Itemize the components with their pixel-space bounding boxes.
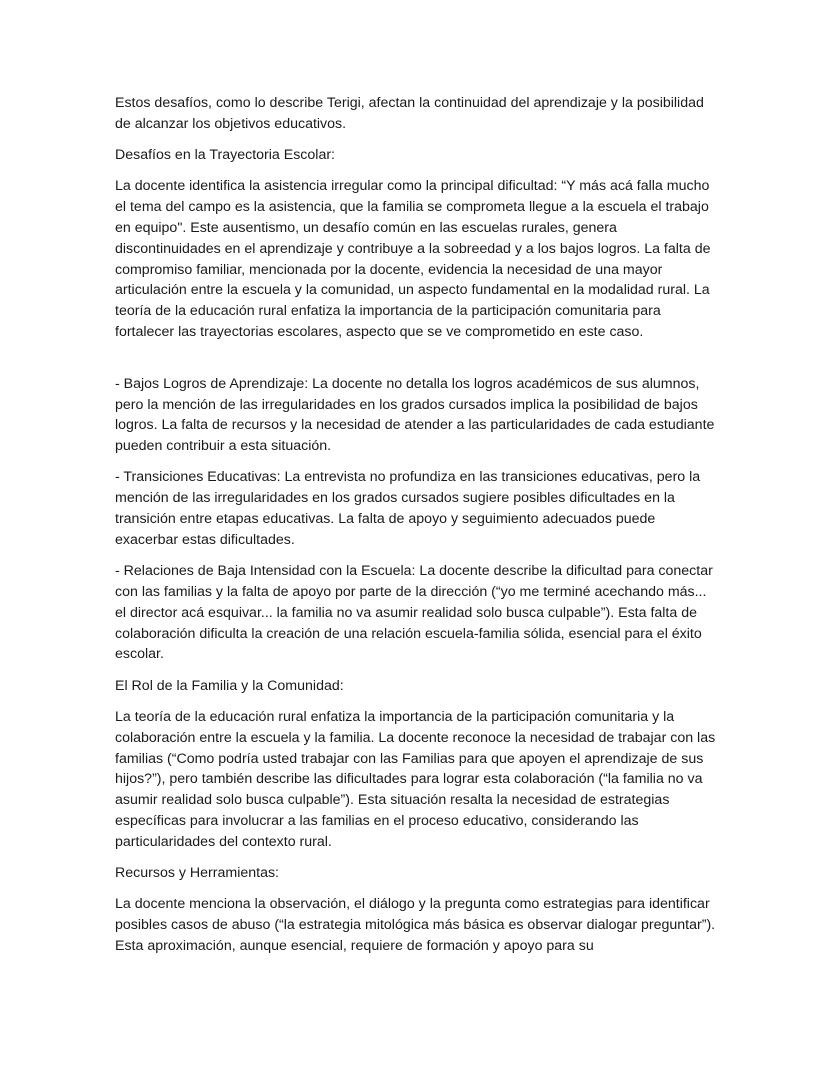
document-page bbox=[115, 93, 720, 967]
section-heading-trayectoria: Desafíos en la Trayectoria Escolar: bbox=[115, 147, 336, 164]
section-heading-recursos: Recursos y Herramientas: bbox=[115, 865, 279, 881]
familia-paragraph: La teoría de la educación rural enfatiza la importancia de la participación comunitaria y la colaboración entre la escuela y la familia. La docente reconoce la necesidad de trabajar con las familias (“Como podría usted trabajar con las Familias para que apoyen el aprendizaje de sus hijos?”), pero también describe las dificultades para lograr esta colaboración (“la familia no va asumir realidad solo busca culpable”). Esta situación resalta la necesidad de estrategias específicas para involucrar a las familias en el proceso educativo, considerando las particularidades del contexto rural. bbox=[115, 708, 716, 850]
bajos-logros-paragraph: - Bajos Logros de Aprendizaje: La docente no detalla los logros académicos de sus alumnos, pero la mención de las irregularidades en los grados cursados implica la posibilidad de bajos logros. La falta de recursos y la necesidad de atender a las particularidades de cada estudiante pueden contribuir a esta situación. bbox=[115, 375, 715, 455]
relaciones-paragraph: - Relaciones de Baja Intensidad con la Escuela: La docente describe la dificultad para conectar con las familias y la falta de apoyo por parte de la dirección (“yo me terminé acechando más... el director acá esquivar... la familia no va asumir realidad solo busca culpable”). Esta falta de colaboración dificulta la creación de una relación escuela-familia sólida, esencial para el éxito escolar. bbox=[115, 563, 713, 663]
transiciones-paragraph: - Transiciones Educativas: La entrevista no profundiza en las transiciones educativas, pero la mención de las irregularidades en los grados cursados sugiere posibles dificultades en la transición entre etapas educativas. La falta de apoyo y seguimiento adecuados puede exacerbar estas dificultades. bbox=[115, 469, 701, 548]
intro-paragraph: Estos desafíos, como lo describe Terigi, afectan la continuidad del aprendizaje y la posibilidad de alcanzar los objetivos educativos. bbox=[115, 95, 704, 132]
section-heading-familia: El Rol de la Familia y la Comunidad: bbox=[115, 677, 344, 694]
recursos-paragraph: La docente menciona la observación, el diálogo y la pregunta como estrategias para identificar posibles casos de abuso (“la estrategia mitológica más básica es observar dialogar preguntar”). Esta aproximación, aunque esencial, requiere de formación y apoyo para su bbox=[115, 896, 716, 954]
asistencia-paragraph: La docente identifica la asistencia irregular como la principal dificultad: “Y más acá falla mucho el tema del campo es la asistencia, que la familia se comprometa llegue a la escuela el trabajo en equipo". Este ausentismo, un desafío común en las escuelas rurales, genera discontinuidades en el aprendizaje y contribuye a la sobreedad y a los bajos logros. La falta de compromiso familiar, mencionada por la docente, evidencia la necesidad de una mayor articulación entre la escuela y la comunidad, un aspecto fundamental en la modalidad rural. La teoría de la educación rural enfatiza la importancia de la participación comunitaria para fortalecer las trayectorias escolares, aspecto que se ve comprometido en este caso. bbox=[115, 178, 711, 340]
